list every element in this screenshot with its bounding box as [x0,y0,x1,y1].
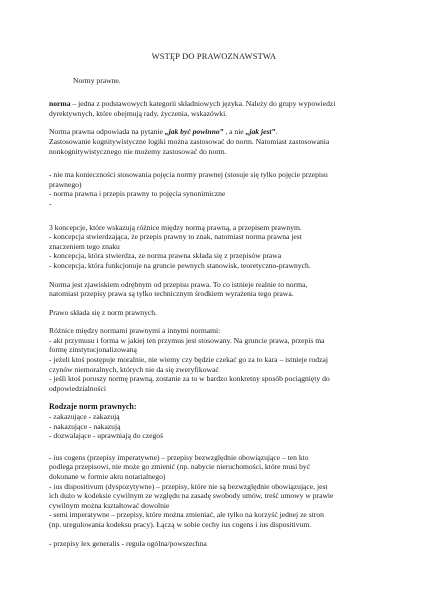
section-subtitle: Normy prawne. [73,75,121,85]
paragraph-law-consists: Prawo składa się z norm prawnych. [49,307,157,317]
paragraph-ius-types: - ius cogens (przepisy imperatywne) – przepisy bezwzględnie obowiązujące – ten kto podlega przepisowi, nie może go zmienić (np. nabycie nieruchomości, które musi być dokonane w formie aktu notarialnego) - ius dispositivum (dyspozytywne) – przepisy, które nie są bezwzględnie obowiązujące, jest ich dużo w kodeksie cywilnym ze względu na zasadę swobody umów, treść umowy w prawie cywilnym można kształtować dowolnie - semi imperatywne – przepisy, które można zmieniać, ale tylko na korzyść jednej ze stron (np. uregulowania kodeksu pracy). Łączą w sobie cechy ius cogens i ius dispositivum. [49,452,334,529]
quote-jak-jest: „jak jest” [245,127,276,137]
paragraph-lex-generalis: - przepisy lex generalis - reguła ogólna/powszechna [49,538,207,548]
paragraph-norm-concept-list: - nie ma konieczności stosowania pojęcia normy prawnej (stosuje się tylko pojęcie przepisu prawnego) - norma prawna i przepis prawny to pojęcia synonimiczne - [49,170,328,208]
paragraph-three-concepts: 3 koncepcje, które wskazują różnice między normą prawną, a przepisem prawnym. - koncepcja stwierdzająca, że przepis prawny to znak, natomiast norma prawna jest znaczeniem tego znaku - koncepcja, która stwierdza, ze norma prawna składa się z przepisów prawa - koncepcja, która funkcjonuje na gruncie pewnych stanowisk, teoretyczno-prawnych. [49,222,311,270]
paragraph-norm-types: Rodzaje norm prawnych: - zakazujące - zakazują - nakazujące - nakazują - dozwalające - uprawniają do czegoś [49,402,379,440]
norm-types-heading: Rodzaje norm prawnych: [49,402,137,412]
document-body [49,52,379,557]
quote-jak-byc-powinno: „jak być powinno” [164,127,224,137]
term-norma: norma [49,99,71,109]
paragraph-norma-definition: norma – jedna z podstawowych kategorii składniowych języka. Należy do grupy wypowiedzi dyrektywnych, które obejmują rady, życzenia, wskazówki. [49,99,336,118]
paragraph-norma-question: Norma prawna odpowiada na pytanie „jak być powinno” , a nie „jak jest”. Zastosowanie kognitywistyczne logiki można zastosować do norm. Natomiast zastosowania nonkognitywistycznego nie możemy zastosować do norm. [49,127,330,156]
paragraph-differences: Różnice między normami prawnymi a innymi normami: - akt przymusu i forma w jakiej ten przymus jest stosowany. Na gruncie prawa, przepis ma formę zinstytucjonalizowaną - jeżeli ktoś postępuje moralnie, nie wiemy czy będzie czekać go za to kara – istnieje rodzaj czynów niemoralnych, których nie da się zweryfikować - jeśli ktoś poruszy normę prawną, zostanie za to w bardzo konkretny sposób pociągnięty do odpowiedzialności [49,326,330,393]
paragraph-norm-vs-rule: Norma jest zjawiskiem odrębnym od przepisu prawa. To co istnieje realnie to norma, natomiast przepisy prawa są tylko technicznym środkiem wyrażenia tego prawa. [49,279,308,299]
document-title: WSTĘP DO PRAWOZNAWSTWA [151,52,277,61]
